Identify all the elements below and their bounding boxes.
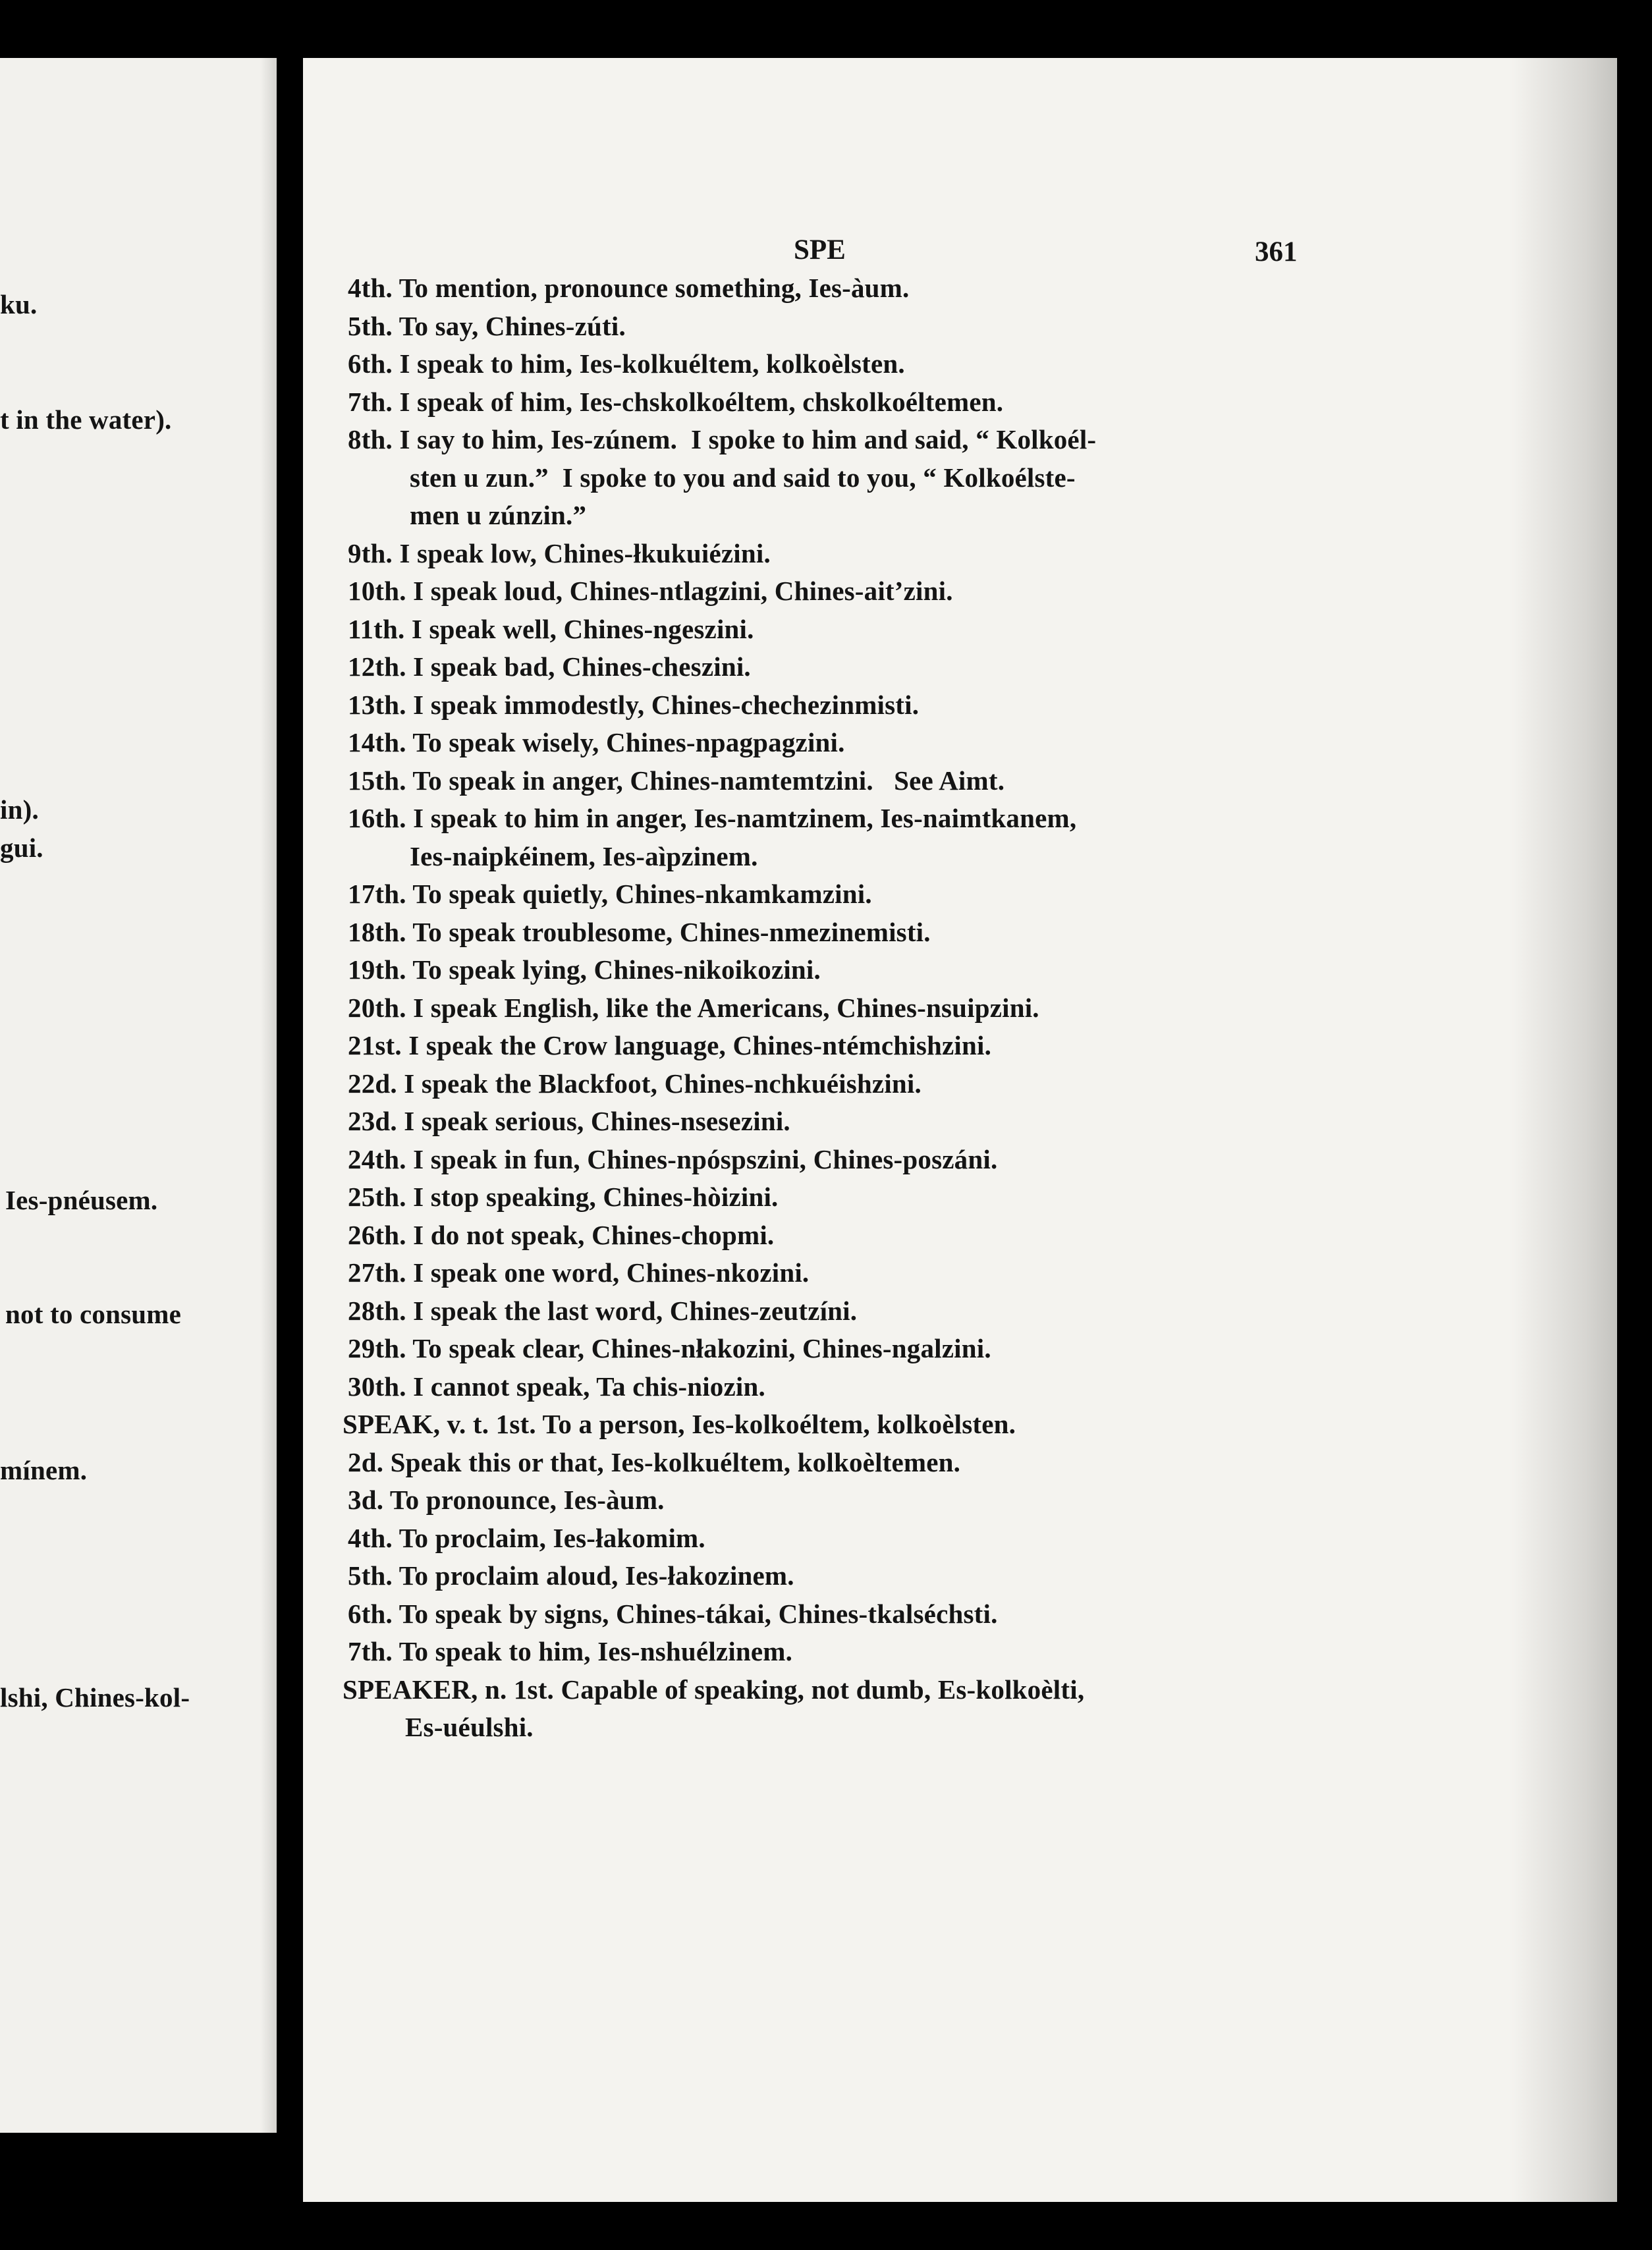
entry-line: 21st. I speak the Crow language, Chines-ntémchishzini.	[348, 1030, 992, 1060]
entry-line: 10th. I speak loud, Chines-ntlagzini, Chines-ait’zini.	[348, 576, 953, 606]
entry-line: 7th. To speak to him, Ies-nshuélzinem.	[348, 1636, 793, 1666]
entry-line: 5th. To say, Chines-zúti.	[348, 311, 626, 341]
entry-line: 6th. To speak by signs, Chines-tákai, Chines-tkalséchsti.	[348, 1599, 998, 1629]
left-fragment: lshi, Chines-kol-	[0, 1682, 190, 1713]
entry-line: 25th. I stop speaking, Chines-hòizini.	[348, 1182, 779, 1212]
entry-line: 24th. I speak in fun, Chines-npóspszini, Chines-poszáni.	[348, 1144, 998, 1174]
entry-line: 14th. To speak wisely, Chines-npagpagzini.	[348, 727, 845, 757]
entry-line: 18th. To speak troublesome, Chines-nmezinemisti.	[348, 917, 931, 947]
entry-line: sten u zun.” I spoke to you and said to you, “ Kolkoélste-	[410, 462, 1076, 493]
entry-line: 12th. I speak bad, Chines-cheszini.	[348, 651, 751, 682]
left-fragment: t in the water).	[0, 404, 172, 435]
entry-line: 19th. To speak lying, Chines-nikoikozini.	[348, 954, 821, 985]
entry-line: 3d. To pronounce, Ies-àum.	[348, 1485, 665, 1515]
left-page	[0, 58, 277, 2133]
gutter-shadow	[260, 58, 277, 2133]
entry-line: 4th. To proclaim, Ies-łakomim.	[348, 1523, 705, 1553]
entry-line: 8th. I say to him, Ies-zúnem. I spoke to him and said, “ Kolkoél-	[348, 424, 1097, 454]
entry-line: 30th. I cannot speak, Ta chis-niozin.	[348, 1371, 765, 1402]
entry-line: 7th. I speak of him, Ies-chskolkoéltem, chskolkoéltemen.	[348, 387, 1004, 417]
entry-line: men u zúnzin.”	[410, 500, 587, 530]
running-head: SPE	[794, 234, 846, 265]
entry-line: Ies-naipkéinem, Ies-aìpzinem.	[410, 841, 758, 871]
entry-line: 20th. I speak English, like the Americans, Chines-nsuipzini.	[348, 993, 1039, 1023]
page-number: 361	[1255, 236, 1298, 267]
page-edge-shadow	[1512, 58, 1617, 2202]
entry-line: SPEAK, v. t. 1st. To a person, Ies-kolkoéltem, kolkoèlsten.	[343, 1409, 1016, 1439]
entry-line: 9th. I speak low, Chines-łkukuiézini.	[348, 538, 771, 568]
entry-line: Es-uéulshi.	[405, 1712, 534, 1742]
left-fragment: not to consume	[5, 1299, 182, 1329]
entry-line: 28th. I speak the last word, Chines-zeutzíni.	[348, 1296, 858, 1326]
left-fragment: mínem.	[0, 1455, 88, 1485]
right-page	[303, 58, 1617, 2202]
entry-line: 13th. I speak immodestly, Chines-chechezinmisti.	[348, 690, 920, 720]
entry-line: 23d. I speak serious, Chines-nsesezini.	[348, 1106, 790, 1136]
entry-line: 15th. To speak in anger, Chines-namtemtzini. See Aimt.	[348, 765, 1005, 796]
entry-line: 5th. To proclaim aloud, Ies-łakozinem.	[348, 1560, 794, 1591]
left-fragment: in).	[0, 794, 39, 825]
entry-line: 26th. I do not speak, Chines-chopmi.	[348, 1220, 775, 1250]
entry-line: 27th. I speak one word, Chines-nkozini.	[348, 1257, 810, 1288]
entry-line: 17th. To speak quietly, Chines-nkamkamzini.	[348, 879, 872, 909]
entry-line: SPEAKER, n. 1st. Capable of speaking, not dumb, Es-kolkoèlti,	[343, 1674, 1085, 1705]
entry-line: 29th. To speak clear, Chines-nłakozini, Chines-ngalzini.	[348, 1333, 991, 1363]
left-fragment: ku.	[0, 289, 38, 319]
entry-line: 4th. To mention, pronounce something, Ies-àum.	[348, 273, 910, 303]
book-binding	[277, 40, 303, 2213]
entry-line: 6th. I speak to him, Ies-kolkuéltem, kolkoèlsten.	[348, 348, 905, 379]
entry-line: 16th. I speak to him in anger, Ies-namtzinem, Ies-naimtkanem,	[348, 803, 1077, 833]
entry-line: 22d. I speak the Blackfoot, Chines-nchkuéishzini.	[348, 1068, 922, 1099]
left-fragment: gui.	[0, 833, 43, 863]
entry-line: 2d. Speak this or that, Ies-kolkuéltem, kolkoèltemen.	[348, 1447, 961, 1477]
left-fragment: Ies-pnéusem.	[5, 1185, 158, 1215]
entry-line: 11th. I speak well, Chines-ngeszini.	[348, 614, 754, 644]
